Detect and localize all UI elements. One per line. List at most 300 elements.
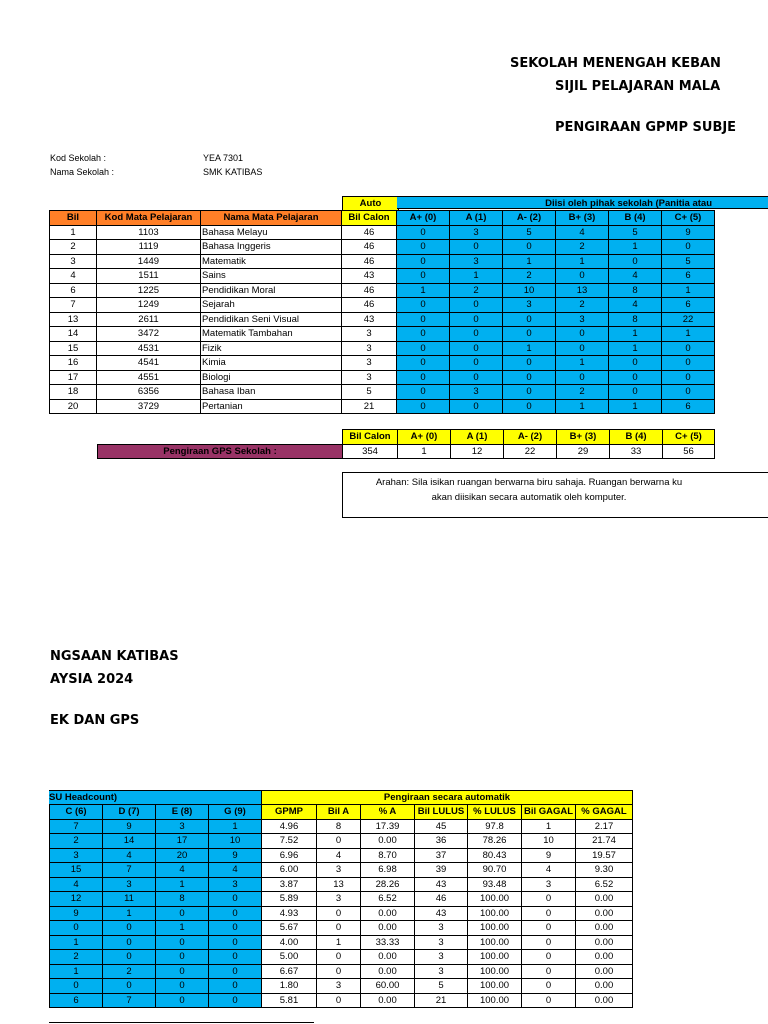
grade-count-cell[interactable]: 0 [103, 921, 156, 936]
calculated-cell: 100.00 [468, 993, 522, 1008]
grade-count-cell[interactable]: 0 [397, 356, 450, 371]
calculated-cell: 0.00 [576, 979, 633, 994]
calculated-cell: 7.52 [262, 834, 317, 849]
subject-col-header: Bil Calon [342, 211, 397, 226]
grade-count-cell[interactable]: 20 [156, 848, 209, 863]
grade-count-cell[interactable]: 0 [662, 370, 715, 385]
grade-count-cell[interactable]: 0 [397, 385, 450, 400]
grade-count-cell[interactable]: 2 [50, 834, 103, 849]
calculated-cell: 0.00 [576, 950, 633, 965]
calculated-cell: 6.00 [262, 863, 317, 878]
gps-label: Pengiraan GPS Sekolah : [98, 444, 343, 459]
calculated-cell: 10 [522, 834, 576, 849]
grade-count-cell[interactable]: 0 [556, 370, 609, 385]
candidate-count-cell: 43 [342, 312, 397, 327]
gps-col-header: A (1) [451, 430, 504, 445]
calculated-cell: 100.00 [468, 935, 522, 950]
bil-cell: 13 [50, 312, 97, 327]
grade-count-cell[interactable]: 0 [450, 240, 503, 255]
result-col-header: Bil LULUS [415, 805, 468, 820]
calculated-cell: 3 [415, 921, 468, 936]
grade-count-cell[interactable]: 0 [156, 979, 209, 994]
grade-count-cell[interactable]: 0 [450, 399, 503, 414]
grade-count-cell[interactable]: 0 [662, 341, 715, 356]
result-col-header: GPMP [262, 805, 317, 820]
candidate-count-cell: 21 [342, 399, 397, 414]
table-row [50, 312, 715, 327]
calculated-cell: 0.00 [576, 892, 633, 907]
bil-cell: 3 [50, 254, 97, 269]
grade-count-cell[interactable]: 5 [662, 254, 715, 269]
grade-count-cell[interactable]: 2 [103, 964, 156, 979]
bil-cell: 18 [50, 385, 97, 400]
subject-name-cell: Pendidikan Seni Visual [201, 312, 342, 327]
subject-col-header: Kod Mata Pelajaran [97, 211, 201, 226]
grade-count-cell[interactable]: 0 [609, 370, 662, 385]
grade-count-cell[interactable]: 0 [397, 370, 450, 385]
table-row [50, 298, 715, 313]
grade-count-cell[interactable]: 0 [209, 964, 262, 979]
grade-count-cell[interactable]: 3 [450, 254, 503, 269]
grade-count-cell[interactable]: 0 [397, 298, 450, 313]
grade-count-cell[interactable]: 13 [556, 283, 609, 298]
grade-count-cell[interactable]: 0 [156, 993, 209, 1008]
grade-count-cell[interactable]: 9 [209, 848, 262, 863]
calculated-cell: 2.17 [576, 819, 633, 834]
grade-count-cell[interactable]: 0 [450, 312, 503, 327]
grade-count-cell[interactable]: 4 [609, 298, 662, 313]
instruction-note [342, 472, 768, 518]
grade-count-cell[interactable]: 0 [397, 312, 450, 327]
diisi-header: Diisi oleh pihak sekolah (Panitia atau [397, 196, 768, 209]
gps-value: 354 [343, 444, 398, 459]
candidate-count-cell: 3 [342, 370, 397, 385]
calculated-cell: 0 [522, 906, 576, 921]
calculated-cell: 5.00 [262, 950, 317, 965]
subject-col-header: Bil [50, 211, 97, 226]
calculated-cell: 60.00 [361, 979, 415, 994]
calculated-cell: 0.00 [576, 906, 633, 921]
grade-count-cell[interactable]: 0 [397, 399, 450, 414]
calculated-cell: 43 [415, 877, 468, 892]
grade-count-cell[interactable]: 0 [556, 269, 609, 284]
grade-count-cell[interactable]: 1 [450, 269, 503, 284]
calculated-cell: 5.67 [262, 921, 317, 936]
grade-count-cell[interactable]: 0 [503, 370, 556, 385]
calculated-cell: 33.33 [361, 935, 415, 950]
header-line3: PENGIRAAN GPMP SUBJE [555, 120, 737, 135]
table-row [50, 921, 633, 936]
grade-count-cell[interactable]: 4 [609, 269, 662, 284]
calculated-cell: 6.52 [361, 892, 415, 907]
calculated-cell: 6.98 [361, 863, 415, 878]
bil-cell: 4 [50, 269, 97, 284]
grade-count-cell[interactable]: 1 [556, 254, 609, 269]
table-row [50, 892, 633, 907]
subject-code-cell: 1249 [97, 298, 201, 313]
calculated-cell: 0.00 [361, 964, 415, 979]
grade-count-cell[interactable]: 10 [209, 834, 262, 849]
grade-count-cell[interactable]: 5 [503, 225, 556, 240]
calculated-cell: 8 [317, 819, 361, 834]
calculated-cell: 80.43 [468, 848, 522, 863]
grade-count-cell[interactable]: 0 [156, 906, 209, 921]
grade-count-cell[interactable]: 2 [450, 283, 503, 298]
grade-count-cell[interactable]: 1 [503, 341, 556, 356]
bil-cell: 17 [50, 370, 97, 385]
grade-count-cell[interactable]: 6 [662, 399, 715, 414]
grade-count-cell[interactable]: 8 [609, 312, 662, 327]
grade-count-cell[interactable]: 0 [156, 964, 209, 979]
calculated-cell: 4.00 [262, 935, 317, 950]
grade-count-cell[interactable]: 0 [50, 921, 103, 936]
calculated-cell: 1.80 [262, 979, 317, 994]
calculated-cell: 36 [415, 834, 468, 849]
gps-col-header: B (4) [610, 430, 663, 445]
subject-code-cell: 1449 [97, 254, 201, 269]
table-row [50, 819, 633, 834]
calculated-cell: 21 [415, 993, 468, 1008]
gps-value: 1 [398, 444, 451, 459]
gps-col-header: A- (2) [504, 430, 557, 445]
grade-count-cell[interactable]: 0 [450, 298, 503, 313]
calculated-cell: 3 [522, 877, 576, 892]
grade-count-cell[interactable]: 6 [662, 298, 715, 313]
gps-value: 12 [451, 444, 504, 459]
calculated-cell: 46 [415, 892, 468, 907]
calculated-cell: 28.26 [361, 877, 415, 892]
table-row [50, 993, 633, 1008]
grade-count-cell[interactable]: 0 [450, 370, 503, 385]
grade-count-cell[interactable]: 9 [103, 819, 156, 834]
grade-count-cell[interactable]: 0 [503, 356, 556, 371]
grade-count-cell[interactable]: 9 [50, 906, 103, 921]
grade-count-cell[interactable]: 4 [209, 863, 262, 878]
result-col-header: % LULUS [468, 805, 522, 820]
grade-count-cell[interactable]: 3 [503, 298, 556, 313]
grade-count-cell[interactable]: 0 [397, 240, 450, 255]
gps-col-header: B+ (3) [557, 430, 610, 445]
table-row [50, 834, 633, 849]
subject-col-header: Nama Mata Pelajaran [201, 211, 342, 226]
result-col-header: D (7) [103, 805, 156, 820]
candidate-count-cell: 3 [342, 356, 397, 371]
gps-col-header: C+ (5) [663, 430, 715, 445]
grade-count-cell[interactable]: 1 [209, 819, 262, 834]
bil-cell: 2 [50, 240, 97, 255]
calculated-cell: 93.48 [468, 877, 522, 892]
grade-count-cell[interactable]: 0 [209, 993, 262, 1008]
grade-count-cell[interactable]: 1 [556, 356, 609, 371]
subject-name-cell: Biologi [201, 370, 342, 385]
grade-count-cell[interactable]: 6 [662, 269, 715, 284]
calculated-cell: 3 [317, 979, 361, 994]
calculated-cell: 3 [415, 964, 468, 979]
grade-count-cell[interactable]: 1 [50, 964, 103, 979]
grade-count-cell[interactable]: 0 [609, 385, 662, 400]
calculated-cell: 0 [317, 950, 361, 965]
subject-code-cell: 1119 [97, 240, 201, 255]
subject-code-cell: 4531 [97, 341, 201, 356]
grade-count-cell[interactable]: 0 [662, 385, 715, 400]
grade-count-cell[interactable]: 15 [50, 863, 103, 878]
calculated-cell: 0 [522, 964, 576, 979]
header-line2-continued: AYSIA 2024 [50, 672, 134, 687]
grade-count-cell[interactable]: 0 [50, 979, 103, 994]
calculated-cell: 0.00 [361, 921, 415, 936]
calculated-cell: 1 [317, 935, 361, 950]
grade-count-cell[interactable]: 2 [556, 385, 609, 400]
grade-count-cell[interactable]: 1 [503, 254, 556, 269]
subject-code-cell: 1103 [97, 225, 201, 240]
subject-col-header: B (4) [609, 211, 662, 226]
calculated-cell: 0.00 [361, 993, 415, 1008]
grade-count-cell[interactable]: 0 [103, 935, 156, 950]
grade-count-cell[interactable]: 0 [450, 356, 503, 371]
bil-cell: 1 [50, 225, 97, 240]
subject-name-cell: Pertanian [201, 399, 342, 414]
subject-name-cell: Bahasa Inggeris [201, 240, 342, 255]
calculated-cell: 0 [317, 993, 361, 1008]
grade-count-cell[interactable]: 1 [397, 283, 450, 298]
subject-table [49, 210, 715, 414]
bil-cell: 16 [50, 356, 97, 371]
grade-count-cell[interactable]: 1 [662, 327, 715, 342]
grade-count-cell[interactable]: 2 [556, 240, 609, 255]
calculated-cell: 100.00 [468, 950, 522, 965]
grade-count-cell[interactable]: 0 [450, 341, 503, 356]
header-line2: SIJIL PELAJARAN MALA [555, 79, 721, 94]
calculated-cell: 6.52 [576, 877, 633, 892]
calculated-cell: 100.00 [468, 921, 522, 936]
subject-code-cell: 2611 [97, 312, 201, 327]
result-table [49, 804, 633, 1008]
grade-count-cell[interactable]: 11 [103, 892, 156, 907]
header-line3-continued: EK DAN GPS [50, 713, 140, 728]
grade-count-cell[interactable]: 0 [397, 269, 450, 284]
table-row [50, 964, 633, 979]
grade-count-cell[interactable]: 22 [662, 312, 715, 327]
candidate-count-cell: 46 [342, 240, 397, 255]
grade-count-cell[interactable]: 1 [103, 906, 156, 921]
calculated-cell: 5.89 [262, 892, 317, 907]
grade-count-cell[interactable]: 1 [609, 327, 662, 342]
subject-table-header [50, 211, 715, 226]
grade-count-cell[interactable]: 1 [609, 240, 662, 255]
calculated-cell: 6.96 [262, 848, 317, 863]
grade-count-cell[interactable]: 8 [609, 283, 662, 298]
table-row [50, 341, 715, 356]
grade-count-cell[interactable]: 3 [50, 848, 103, 863]
calculated-cell: 8.70 [361, 848, 415, 863]
candidate-count-cell: 43 [342, 269, 397, 284]
calculated-cell: 0.00 [361, 834, 415, 849]
grade-count-cell[interactable]: 0 [503, 312, 556, 327]
grade-count-cell[interactable]: 7 [103, 993, 156, 1008]
gps-value: 29 [557, 444, 610, 459]
grade-count-cell[interactable]: 4 [556, 225, 609, 240]
grade-count-cell[interactable]: 0 [503, 240, 556, 255]
grade-count-cell[interactable]: 0 [209, 935, 262, 950]
table-row [50, 225, 715, 240]
result-col-header: Bil GAGAL [522, 805, 576, 820]
grade-count-cell[interactable]: 1 [662, 283, 715, 298]
subject-name-cell: Matematik [201, 254, 342, 269]
calculated-cell: 4 [522, 863, 576, 878]
calculated-cell: 45 [415, 819, 468, 834]
table-row [50, 327, 715, 342]
subject-code-cell: 1511 [97, 269, 201, 284]
calculated-cell: 0 [522, 950, 576, 965]
auto-calc-header: Pengiraan secara automatik [261, 790, 633, 805]
subject-name-cell: Matematik Tambahan [201, 327, 342, 342]
calculated-cell: 3.87 [262, 877, 317, 892]
table-row [50, 385, 715, 400]
grade-count-cell[interactable]: 0 [556, 341, 609, 356]
calculated-cell: 9.30 [576, 863, 633, 878]
calculated-cell: 4 [317, 848, 361, 863]
calculated-cell: 43 [415, 906, 468, 921]
grade-count-cell[interactable]: 2 [556, 298, 609, 313]
calculated-cell: 0.00 [576, 964, 633, 979]
instruction-line2: akan diisikan secara automatik oleh komputer. [431, 492, 627, 503]
grade-count-cell[interactable]: 0 [609, 356, 662, 371]
calculated-cell: 78.26 [468, 834, 522, 849]
calculated-cell: 90.70 [468, 863, 522, 878]
grade-count-cell[interactable]: 0 [397, 225, 450, 240]
grade-count-cell[interactable]: 0 [397, 327, 450, 342]
table-row [50, 935, 633, 950]
result-col-header: Bil A [317, 805, 361, 820]
grade-count-cell[interactable]: 0 [397, 341, 450, 356]
grade-count-cell[interactable]: 0 [209, 950, 262, 965]
table-row [50, 269, 715, 284]
subject-name-cell: Kimia [201, 356, 342, 371]
calculated-cell: 100.00 [468, 906, 522, 921]
subject-code-cell: 4551 [97, 370, 201, 385]
grade-count-cell[interactable]: 1 [156, 921, 209, 936]
calculated-cell: 0 [522, 993, 576, 1008]
candidate-count-cell: 5 [342, 385, 397, 400]
grade-count-cell[interactable]: 0 [103, 979, 156, 994]
grade-count-cell[interactable]: 9 [662, 225, 715, 240]
grade-count-cell[interactable]: 7 [103, 863, 156, 878]
grade-count-cell[interactable]: 0 [209, 921, 262, 936]
grade-count-cell[interactable]: 4 [156, 863, 209, 878]
grade-count-cell[interactable]: 12 [50, 892, 103, 907]
table-row [50, 848, 633, 863]
subject-col-header: B+ (3) [556, 211, 609, 226]
grade-count-cell[interactable]: 17 [156, 834, 209, 849]
grade-count-cell[interactable]: 0 [556, 327, 609, 342]
school-code-label: Kod Sekolah : [50, 153, 107, 163]
grade-count-cell[interactable]: 3 [556, 312, 609, 327]
gps-table [97, 429, 715, 459]
grade-count-cell[interactable]: 14 [103, 834, 156, 849]
calculated-cell: 3 [317, 863, 361, 878]
grade-count-cell[interactable]: 3 [156, 819, 209, 834]
grade-count-cell[interactable]: 6 [50, 993, 103, 1008]
grade-count-cell[interactable]: 0 [209, 892, 262, 907]
calculated-cell: 17.39 [361, 819, 415, 834]
grade-count-cell[interactable]: 10 [503, 283, 556, 298]
table-row [50, 906, 633, 921]
subject-code-cell: 1225 [97, 283, 201, 298]
school-code-value: YEA 7301 [203, 153, 244, 163]
grade-count-cell[interactable]: 1 [156, 877, 209, 892]
calculated-cell: 0 [522, 935, 576, 950]
subject-col-header: A (1) [450, 211, 503, 226]
grade-count-cell[interactable]: 0 [503, 399, 556, 414]
grade-count-cell[interactable]: 7 [50, 819, 103, 834]
calculated-cell: 1 [522, 819, 576, 834]
grade-count-cell[interactable]: 0 [156, 950, 209, 965]
grade-count-cell[interactable]: 2 [503, 269, 556, 284]
grade-count-cell[interactable]: 1 [609, 399, 662, 414]
grade-count-cell[interactable]: 4 [50, 877, 103, 892]
grade-count-cell[interactable]: 0 [503, 327, 556, 342]
bil-cell: 14 [50, 327, 97, 342]
calculated-cell: 13 [317, 877, 361, 892]
grade-count-cell[interactable]: 3 [450, 225, 503, 240]
footer-divider [49, 1022, 314, 1023]
gps-col-header: A+ (0) [398, 430, 451, 445]
calculated-cell: 100.00 [468, 979, 522, 994]
subject-name-cell: Bahasa Iban [201, 385, 342, 400]
grade-count-cell[interactable]: 2 [50, 950, 103, 965]
result-col-header: C (6) [50, 805, 103, 820]
grade-count-cell[interactable]: 0 [503, 385, 556, 400]
grade-count-cell[interactable]: 3 [209, 877, 262, 892]
subject-col-header: A+ (0) [397, 211, 450, 226]
bil-cell: 15 [50, 341, 97, 356]
grade-count-cell[interactable]: 0 [103, 950, 156, 965]
grade-count-cell[interactable]: 5 [609, 225, 662, 240]
grade-count-cell[interactable]: 0 [209, 979, 262, 994]
calculated-cell: 19.57 [576, 848, 633, 863]
grade-count-cell[interactable]: 4 [103, 848, 156, 863]
calculated-cell: 9 [522, 848, 576, 863]
calculated-cell: 0 [317, 921, 361, 936]
calculated-cell: 0 [522, 892, 576, 907]
candidate-count-cell: 46 [342, 254, 397, 269]
table-row [50, 240, 715, 255]
grade-count-cell[interactable]: 0 [156, 935, 209, 950]
subject-name-cell: Pendidikan Moral [201, 283, 342, 298]
grade-count-cell[interactable]: 0 [662, 356, 715, 371]
subject-col-header: C+ (5) [662, 211, 715, 226]
table-row [50, 399, 715, 414]
grade-count-cell[interactable]: 8 [156, 892, 209, 907]
candidate-count-cell: 46 [342, 225, 397, 240]
grade-count-cell[interactable]: 0 [209, 906, 262, 921]
grade-count-cell[interactable]: 1 [609, 341, 662, 356]
grade-count-cell[interactable]: 0 [662, 240, 715, 255]
grade-count-cell[interactable]: 1 [556, 399, 609, 414]
grade-count-cell[interactable]: 0 [609, 254, 662, 269]
grade-count-cell[interactable]: 3 [450, 385, 503, 400]
gps-col-header: Bil Calon [343, 430, 398, 445]
calculated-cell: 21.74 [576, 834, 633, 849]
calculated-cell: 0.00 [576, 921, 633, 936]
table-row [50, 356, 715, 371]
grade-count-cell[interactable]: 1 [50, 935, 103, 950]
grade-count-cell[interactable]: 0 [397, 254, 450, 269]
result-col-header: % A [361, 805, 415, 820]
grade-count-cell[interactable]: 3 [103, 877, 156, 892]
grade-count-cell[interactable]: 0 [450, 327, 503, 342]
subject-name-cell: Sains [201, 269, 342, 284]
